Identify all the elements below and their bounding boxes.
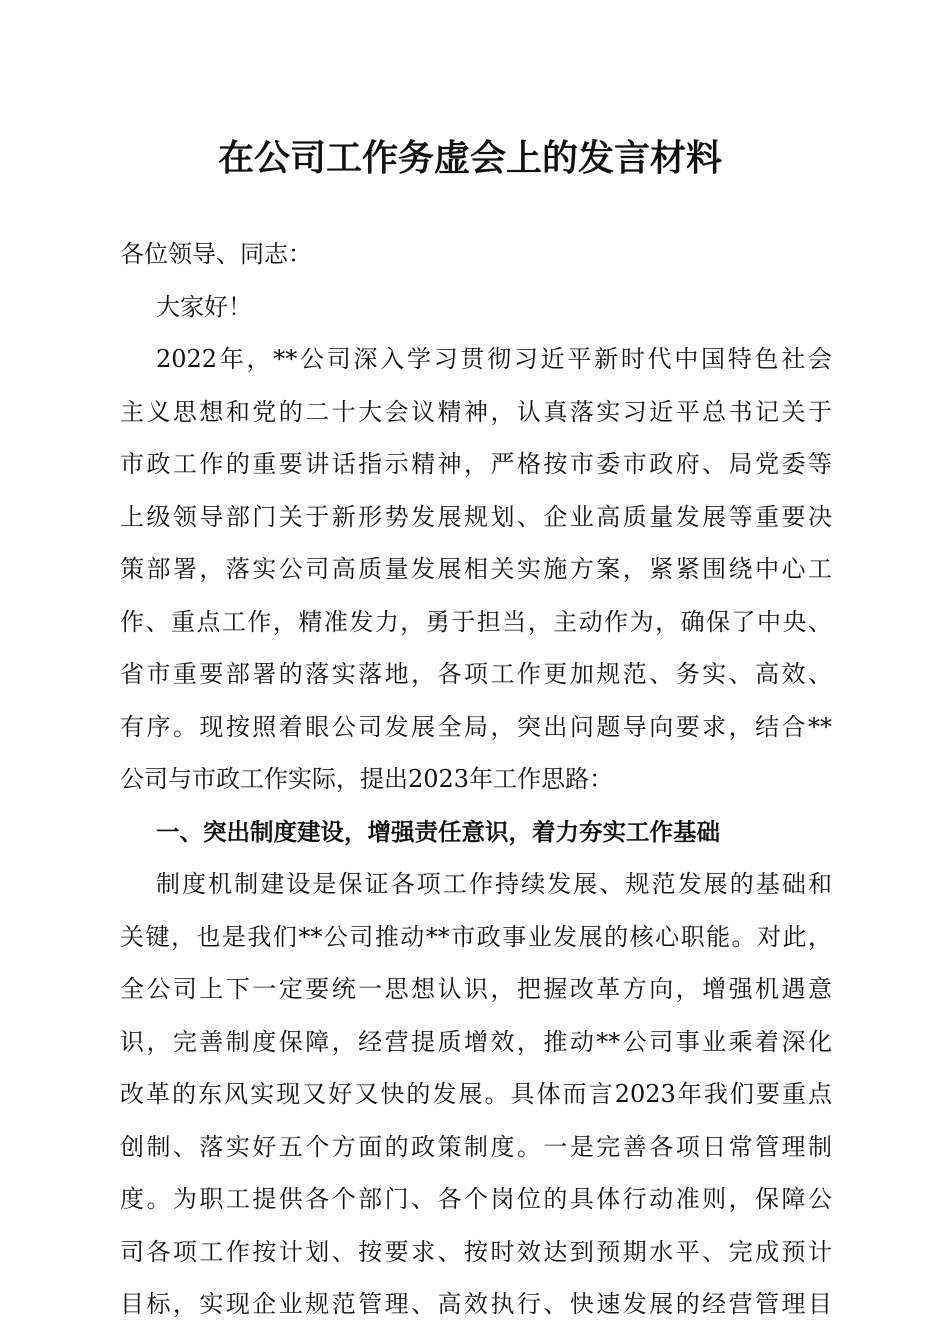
paragraph-line: 2022年，**公司深入学习贯彻习近平新时代中国特色社会 <box>156 345 832 373</box>
paragraph-line: 策部署，落实公司高质量发展相关实施方案，紧紧围绕中心工 <box>120 555 832 583</box>
paragraph-line: 全公司上下一定要统一思想认识，把握改革方向，增强机遇意 <box>120 975 832 1003</box>
paragraph-line: 目标，实现企业规范管理、高效执行、快速发展的经营管理目 <box>120 1290 832 1318</box>
paragraph-line: 司各项工作按计划、按要求、按时效达到预期水平、完成预计 <box>120 1237 832 1266</box>
paragraph-line: 主义思想和党的二十大会议精神，认真落实习近平总书记关于 <box>120 397 832 426</box>
paragraph-line: 制度机制建设是保证各项工作持续发展、规范发展的基础和 <box>156 870 832 898</box>
paragraph-line: 市政工作的重要讲话指示精神，严格按市委市政府、局党委等 <box>120 450 832 478</box>
section-heading: 一、突出制度建设，增强责任意识，着力夯实工作基础 <box>156 817 720 846</box>
paragraph-line: 关键，也是我们**公司推动**市政事业发展的核心职能。对此， <box>120 922 832 951</box>
greeting: 大家好！ <box>156 292 252 321</box>
paragraph-line: 识，完善制度保障，经营提质增效，推动**公司事业乘着深化 <box>120 1027 832 1056</box>
paragraph-2 <box>120 858 832 1331</box>
paragraph-line: 上级领导部门关于新形势发展规划、企业高质量发展等重要决 <box>120 502 832 531</box>
document-title: 在公司工作务虚会上的发言材料 <box>217 137 722 179</box>
salutation: 各位领导、同志： <box>120 240 312 268</box>
paragraph-line: 作、重点工作，精准发力，勇于担当，主动作为，确保了中央、 <box>120 607 832 636</box>
paragraph-line: 度。为职工提供各个部门、各个岗位的具体行动准则，保障公 <box>120 1185 832 1213</box>
document-body <box>120 228 832 1331</box>
paragraph-line: 改革的东风实现又好又快的发展。具体而言2023年我们要重点 <box>120 1080 832 1108</box>
paragraph-line: 创制、落实好五个方面的政策制度。一是完善各项日常管理制 <box>120 1132 832 1161</box>
paragraph-line: 省市重要部署的落实落地，各项工作更加规范、务实、高效、 <box>120 660 832 688</box>
paragraph-line: 有序。现按照着眼公司发展全局，突出问题导向要求，结合** <box>120 712 832 741</box>
paragraph-line: 公司与市政工作实际，提出2023年工作思路： <box>120 765 614 793</box>
paragraph-1 <box>120 333 832 806</box>
